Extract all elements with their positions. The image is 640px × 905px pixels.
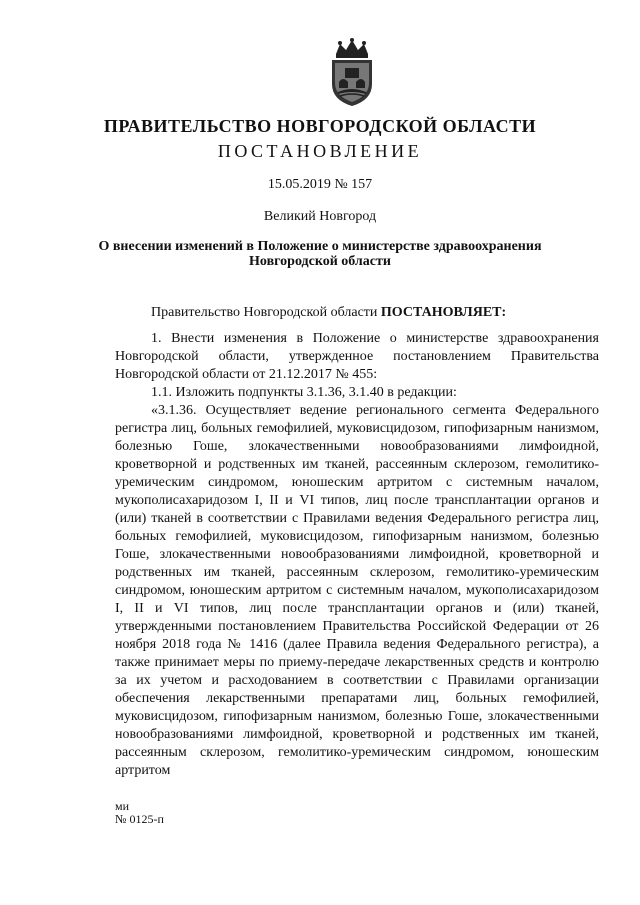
document-footer-code	[115, 800, 164, 826]
paragraph-item-1-1: 1.1. Изложить подпункты 3.1.36, 3.1.40 в редакции:	[151, 385, 457, 400]
document-city: Великий Новгород	[263, 209, 377, 224]
document-subject-line: О внесении изменений в Положение о министерстве здравоохранения	[98, 239, 542, 254]
paragraph-quote: «3.1.36. Осуществляет ведение регионального сегмента Федерального регистра лиц, больных гемофилией, муковисцидозом, гипофизарным нанизмом, болезнью Гоше, злокачественными новообразованиями лимфоидной, кроветворной и родственных им тканей, рассеянным склерозом, гемолитико-уремическим синдромом, юношеским артритом с системным началом, мукополисахаридозом I, II и VI типов, лиц после трансплантации органов и (или) тканей в соответствии с Правилами ведения Федерального регистра лиц, больных гемофилией, муковисцидозом, гипофизарным нанизмом, болезнью Гоше, злокачественными новообразованиями лимфоидной, кроветворной и родственных им тканей, рассеянным склерозом, гемолитико-уремическим синдромом, юношеским артритом с системным началом, мукополисахаридозом I, II и VI типов, лиц после трансплантации органов и (или) тканей, утвержденными постановлением Правительства Российской Федерации от 26 ноября 2018 года № 1416 (далее Правила ведения Федерального регистра), а также принимает меры по приему-передаче лекарственных средств и контролю за их учетом и расходованием в соответствии с Правилами организации обеспечения лекарственными препаратами лиц, больных гемофилией, муковисцидозом, гипофизарным нанизмом, болезнью Гоше, злокачественными новообразованиями лимфоидной, кроветворной и родственных им тканей, рассеянным склерозом, гемолитико-уремическим синдромом, юношеским артритом	[115, 403, 599, 778]
paragraph-item-1: 1. Внести изменения в Положение о министерстве здравоохранения Новгородской области, утвержденное постановлением Правительства Новгородской области от 21.12.2017 № 455:	[115, 331, 599, 382]
preamble-decree: ПОСТАНОВЛЯЕТ:	[380, 305, 507, 320]
preamble-text: Правительство Новгородской области	[151, 305, 381, 320]
footer-initials: ми	[115, 799, 130, 813]
document-subject	[0, 239, 640, 269]
government-title: ПРАВИТЕЛЬСТВО НОВГОРОДСКОЙ ОБЛАСТИ	[103, 116, 537, 136]
novgorod-coat-of-arms-icon	[326, 38, 378, 108]
preamble	[115, 304, 599, 322]
document-body	[115, 304, 599, 780]
document-subject-line: Новгородской области	[249, 254, 391, 269]
document-type: ПОСТАНОВЛЕНИЕ	[217, 141, 423, 161]
footer-registration-number: № 0125-п	[115, 812, 164, 826]
document-date-number: 15.05.2019 № 157	[267, 177, 373, 192]
